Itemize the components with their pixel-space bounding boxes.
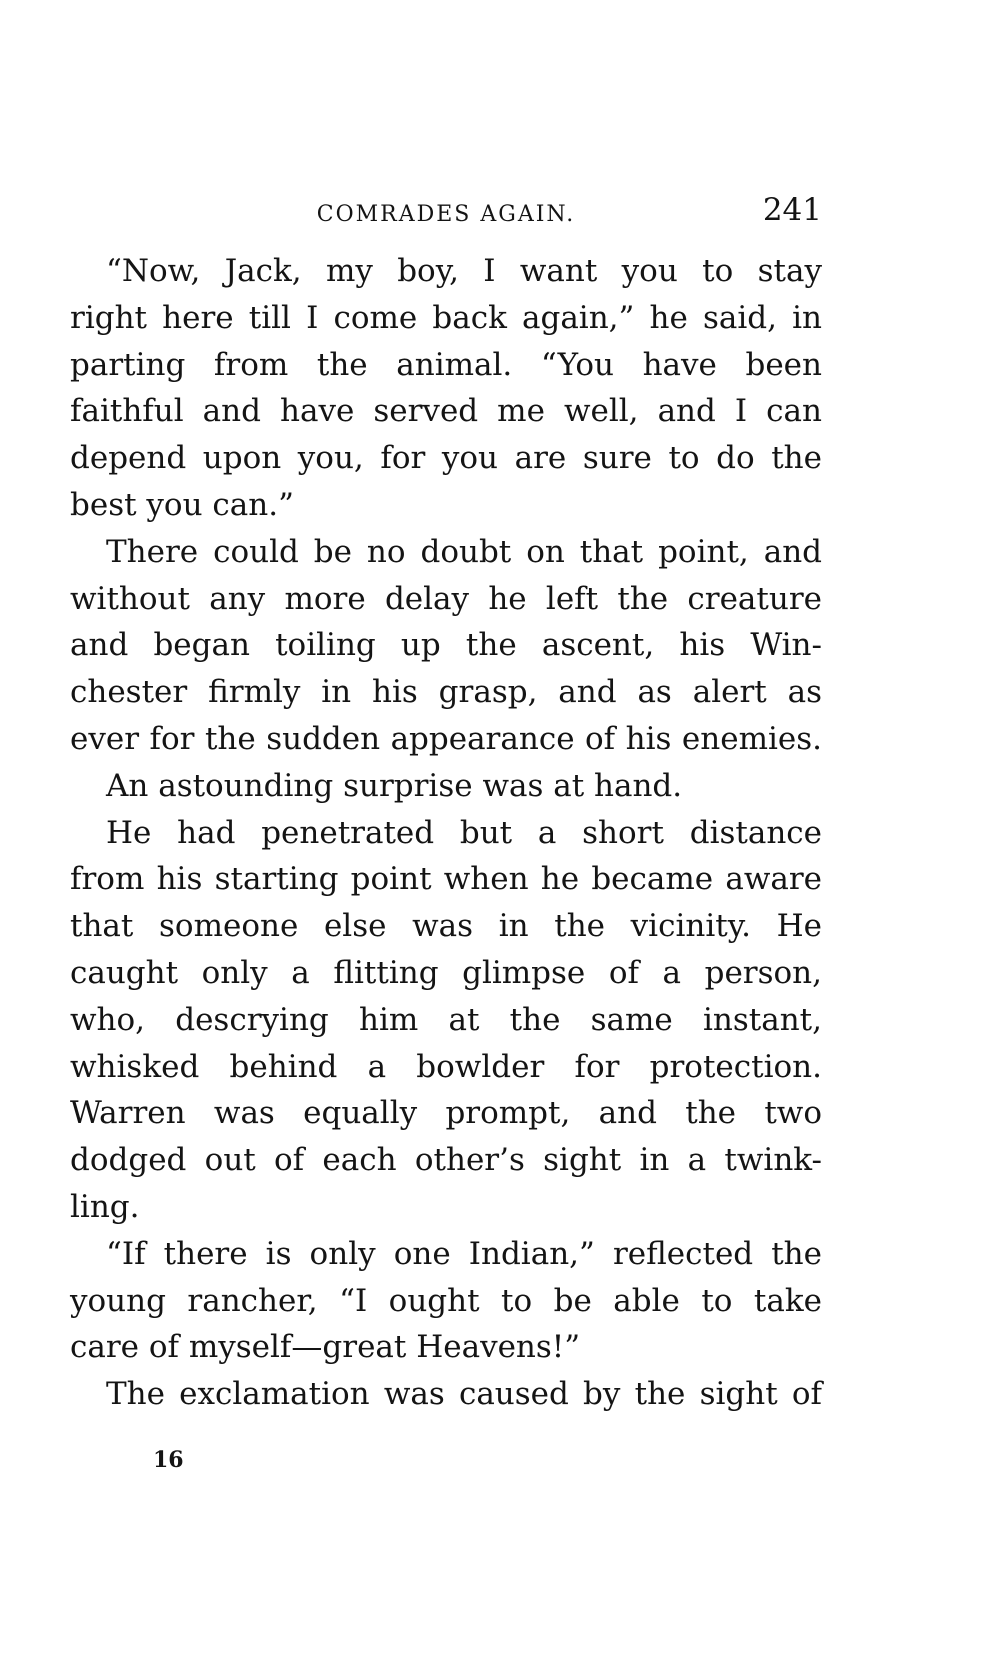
text-line: chester firmly in his grasp, and as alert as — [70, 674, 822, 711]
text-line: He had penetrated but a short distance — [106, 814, 822, 851]
text-line: The exclamation was caused by the sight of — [106, 1376, 822, 1413]
text-line: Warren was equally prompt, and the two — [70, 1095, 822, 1132]
signature-mark: 16 — [153, 1447, 184, 1473]
text-line: faithful and have served me well, and I can — [70, 393, 822, 430]
text-line: whisked behind a bowlder for protection. — [70, 1048, 822, 1085]
text-line: best you can.” — [70, 486, 294, 523]
text-line: that someone else was in the vicinity. He — [70, 908, 822, 945]
running-head: COMRADES AGAIN. — [316, 202, 576, 227]
text-line: right here till I come back again,” he said, in — [70, 299, 822, 336]
text-line: An astounding surprise was at hand. — [106, 767, 683, 804]
text-line: “If there is only one Indian,” reflected the — [106, 1235, 822, 1272]
page-number: 241 — [762, 192, 822, 228]
text-line: parting from the animal. “You have been — [70, 346, 822, 383]
text-line: without any more delay he left the creature — [70, 580, 822, 617]
text-line: young rancher, “I ought to be able to take — [70, 1282, 822, 1319]
text-line: ling. — [70, 1188, 140, 1225]
text-line: There could be no doubt on that point, and — [106, 533, 822, 570]
body-text — [70, 248, 822, 1418]
text-line: dodged out of each other’s sight in a twink- — [70, 1142, 822, 1179]
text-line: ever for the sudden appearance of his enemies. — [70, 720, 822, 757]
text-line: caught only a flitting glimpse of a person, — [70, 954, 822, 991]
text-line: depend upon you, for you are sure to do the — [70, 440, 822, 477]
page-header — [70, 188, 822, 228]
text-line: and began toiling up the ascent, his Win- — [70, 627, 822, 664]
text-line: who, descrying him at the same instant, — [70, 1001, 822, 1038]
text-line: from his starting point when he became aware — [70, 861, 822, 898]
text-line: care of myself—great Heavens!” — [70, 1329, 581, 1366]
text-line: “Now, Jack, my boy, I want you to stay — [106, 253, 822, 289]
